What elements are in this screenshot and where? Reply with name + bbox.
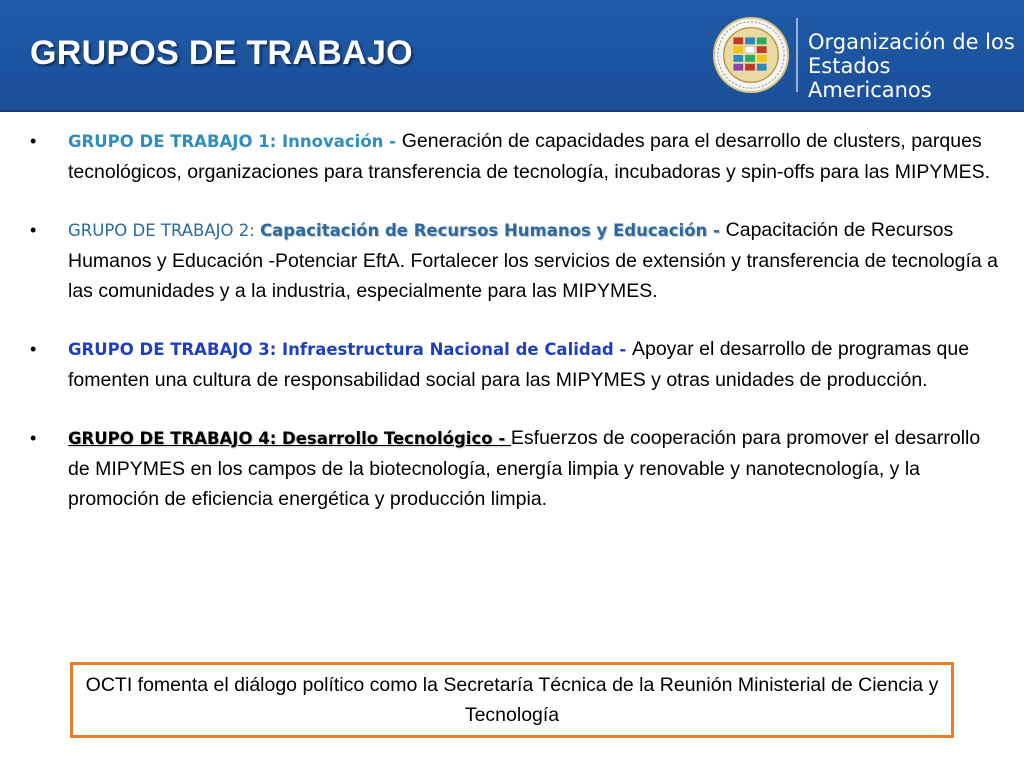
- page-title: GRUPOS DE TRABAJO: [30, 34, 413, 72]
- bullet-icon: •: [30, 220, 37, 240]
- list-item-group-2: [30, 215, 1000, 306]
- highlight-note-box: [70, 662, 954, 738]
- list-item-group-4: [30, 423, 1000, 514]
- logo-divider: [796, 18, 798, 92]
- header-bar: [0, 0, 1024, 112]
- org-name-line2: Estados Americanos: [808, 54, 932, 102]
- bullet-icon: •: [30, 339, 37, 359]
- group-3-label: GRUPO DE TRABAJO 3: Infraestructura Nacional de Calidad -: [68, 340, 632, 359]
- group-2-label-prefix: GRUPO DE TRABAJO 2:: [68, 221, 261, 240]
- org-name: [808, 30, 1018, 102]
- group-1-text: Generación de capacidades para el desarrollo de clusters, parques tecnológicos, organizaciones para transferencia de tecnología, incubadoras y spin-offs para las MIPYMES.: [68, 130, 991, 183]
- note-text: OCTI fomenta el diálogo político como la Secretaría Técnica de la Reunión Ministerial de Ciencia y Tecnología: [85, 674, 939, 726]
- group-4-label: GRUPO DE TRABAJO 4: Desarrollo Tecnológico -: [68, 429, 511, 448]
- oas-seal-icon: [712, 16, 790, 94]
- list-item-group-3: [30, 334, 1000, 395]
- bullet-icon: •: [30, 428, 37, 448]
- list-item-group-1: [30, 126, 1000, 187]
- group-1-label: GRUPO DE TRABAJO 1: Innovación -: [68, 132, 402, 151]
- group-2-label: [68, 221, 726, 240]
- group-2-label-highlight: Capacitación de Recursos Humanos y Educación -: [260, 221, 726, 240]
- bullet-icon: •: [30, 131, 37, 151]
- group-2-text: Capacitación de Recursos Humanos y Educación -Potenciar EftA. Fortalecer los servicios de extensión y transferencia de tecnología a las comunidades y a la industria, especialmente para las MIPYMES.: [68, 219, 998, 302]
- bullet-list: [30, 126, 1000, 542]
- org-name-line1: Organización de los: [808, 30, 1015, 54]
- group-3-text: Apoyar el desarrollo de programas que fomenten una cultura de responsabilidad social para las MIPYMES y otras unidades de producción.: [68, 338, 970, 391]
- group-4-text: Esfuerzos de cooperación para promover el desarrollo de MIPYMES en los campos de la biotecnología, energía limpia y renovable y nanotecnología, y la promoción de eficiencia energética y producción limpia.: [68, 427, 981, 510]
